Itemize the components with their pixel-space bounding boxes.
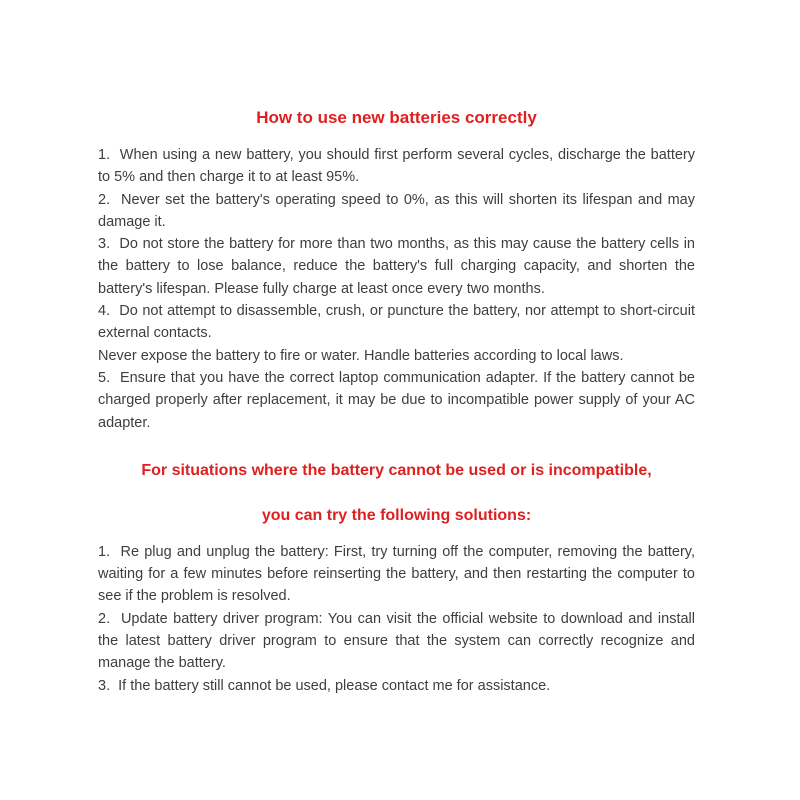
- instruction-item-3: 3. Do not store the battery for more than two months, as this may cause the battery cells in the battery to lose balance, reduce the battery's full charging capacity, and shorten the battery's lifespan. Please fully charge at least once every two months.: [98, 236, 695, 297]
- section1-heading: How to use new batteries correctly: [256, 108, 537, 127]
- solution-item-3: 3. If the battery still cannot be used, please contact me for assistance.: [98, 677, 551, 694]
- instruction-item-5: 5. Ensure that you have the correct laptop communication adapter. If the battery cannot be charged properly after replacement, it may be due to incompatible power supply of your AC adapter.: [98, 369, 695, 431]
- instruction-note: Never expose the battery to fire or water. Handle batteries according to local laws.: [98, 347, 624, 364]
- section2-heading-line2: you can try the following solutions:: [261, 506, 532, 524]
- document-page: [98, 0, 695, 697]
- instruction-item-4: 4. Do not attempt to disassemble, crush, or puncture the battery, nor attempt to short-circuit external contacts.: [98, 303, 695, 342]
- section2-heading-line1: For situations where the battery cannot be used or is incompatible,: [141, 461, 652, 479]
- solution-item-2: 2. Update battery driver program: You can visit the official website to download and install the latest battery driver program to ensure that the system can correctly recognize and manage the battery.: [98, 610, 695, 672]
- instruction-item-2: 2. Never set the battery's operating speed to 0%, as this will shorten its lifespan and may damage it.: [98, 191, 695, 230]
- instruction-item-1: 1. When using a new battery, you should first perform several cycles, discharge the battery to 5% and then charge it to at least 95%.: [98, 147, 695, 186]
- solution-item-1: 1. Re plug and unplug the battery: First, try turning off the computer, removing the battery, waiting for a few minutes before reinserting the battery, and then restarting the computer to see if the problem is resolved.: [98, 543, 695, 605]
